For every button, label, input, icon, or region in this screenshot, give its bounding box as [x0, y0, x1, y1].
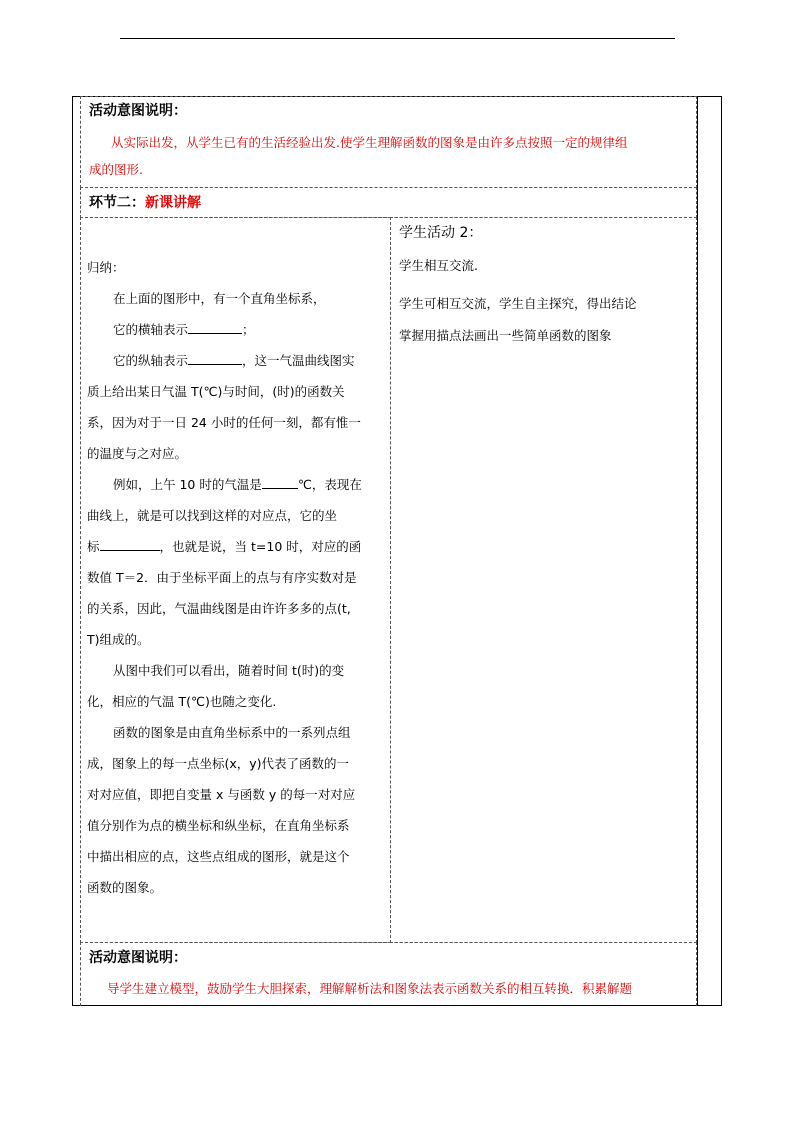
section-heading: 活动意图说明： [89, 103, 187, 119]
section-heading: 活动意图说明： [89, 950, 187, 966]
student-activity-cell [390, 217, 697, 943]
text-line: 标 ，也就是说，当 t=10 时，对应的函 [87, 539, 362, 554]
text-line: 数值 T＝2．由于坐标平面上的点与有序实数对是 [87, 570, 357, 585]
activity-text: 学生可相互交流，学生自主探究，得出结论 [399, 296, 637, 311]
text-line: 曲线上，就是可以找到这样的对应点，它的坐 [87, 508, 338, 523]
student-activity-heading: 学生活动 2： [399, 225, 483, 241]
text-line: 函数的图象是由直角坐标系中的一系列点组 [113, 725, 351, 740]
intent-text-line: 从实际出发，从学生已有的生活经验出发.使学生理解函数的图象是由许多点按照一定的规律组 [111, 135, 628, 150]
text-line: 对对应值，即把自变量 x 与函数 y 的每一对对应 [87, 787, 356, 802]
activity-intent-section-3 [80, 942, 697, 1006]
activity-intent-section-1 [80, 96, 697, 188]
text-line: 化，相应的气温 T(℃)也随之变化. [87, 694, 277, 709]
text-line: T)组成的。 [87, 632, 150, 647]
intent-text-line: 导学生建立模型，鼓励学生大胆探索，理解解析法和图象法表示函数关系的相互转换．积累解题 [107, 981, 633, 996]
text-line: 的关系，因此，气温曲线图是由许许多多的点(t, [87, 601, 351, 616]
summary-label: 归纳： [87, 260, 125, 275]
intent-text-line: 成的图形. [89, 162, 143, 177]
text-line: 在上面的图形中，有一个直角坐标系， [113, 291, 326, 306]
text-line: 质上给出某日气温 T(℃)与时间，(时)的函数关 [87, 384, 345, 399]
section-heading-title: 新课讲解 [145, 195, 201, 211]
text-line: 中描出相应的点，这些点组成的图形，就是这个 [87, 849, 350, 864]
section-heading-prefix: 环节二： [89, 195, 145, 211]
section-heading [89, 192, 201, 212]
text-line: 函数的图象。 [87, 880, 163, 895]
text-line: 的温度与之对应。 [87, 446, 188, 461]
activity-text: 掌握用描点法画出一些简单函数的图象 [399, 328, 612, 343]
text-line: 它的横轴表示 ； [113, 322, 255, 337]
text-line: 成，图象上的每一点坐标(x，y)代表了函数的一 [87, 756, 350, 771]
teacher-content-cell [80, 217, 391, 943]
table-right-rule [697, 96, 698, 1006]
section-2-header [80, 187, 697, 218]
text-line: 例如，上午 10 时的气温是 ℃，表现在 [113, 477, 362, 492]
activity-text: 学生相互交流. [399, 258, 478, 273]
text-line: 系，因为对于一日 24 小时的任何一刻，都有惟一 [87, 415, 361, 430]
text-line: 值分别作为点的横坐标和纵坐标，在直角坐标系 [87, 818, 350, 833]
text-line: 它的纵轴表示 ，这一气温曲线图实 [113, 353, 355, 368]
lecture-text [87, 254, 387, 901]
header-rule [120, 38, 675, 39]
text-line: 从图中我们可以看出，随着时间 t(时)的变 [113, 663, 345, 678]
